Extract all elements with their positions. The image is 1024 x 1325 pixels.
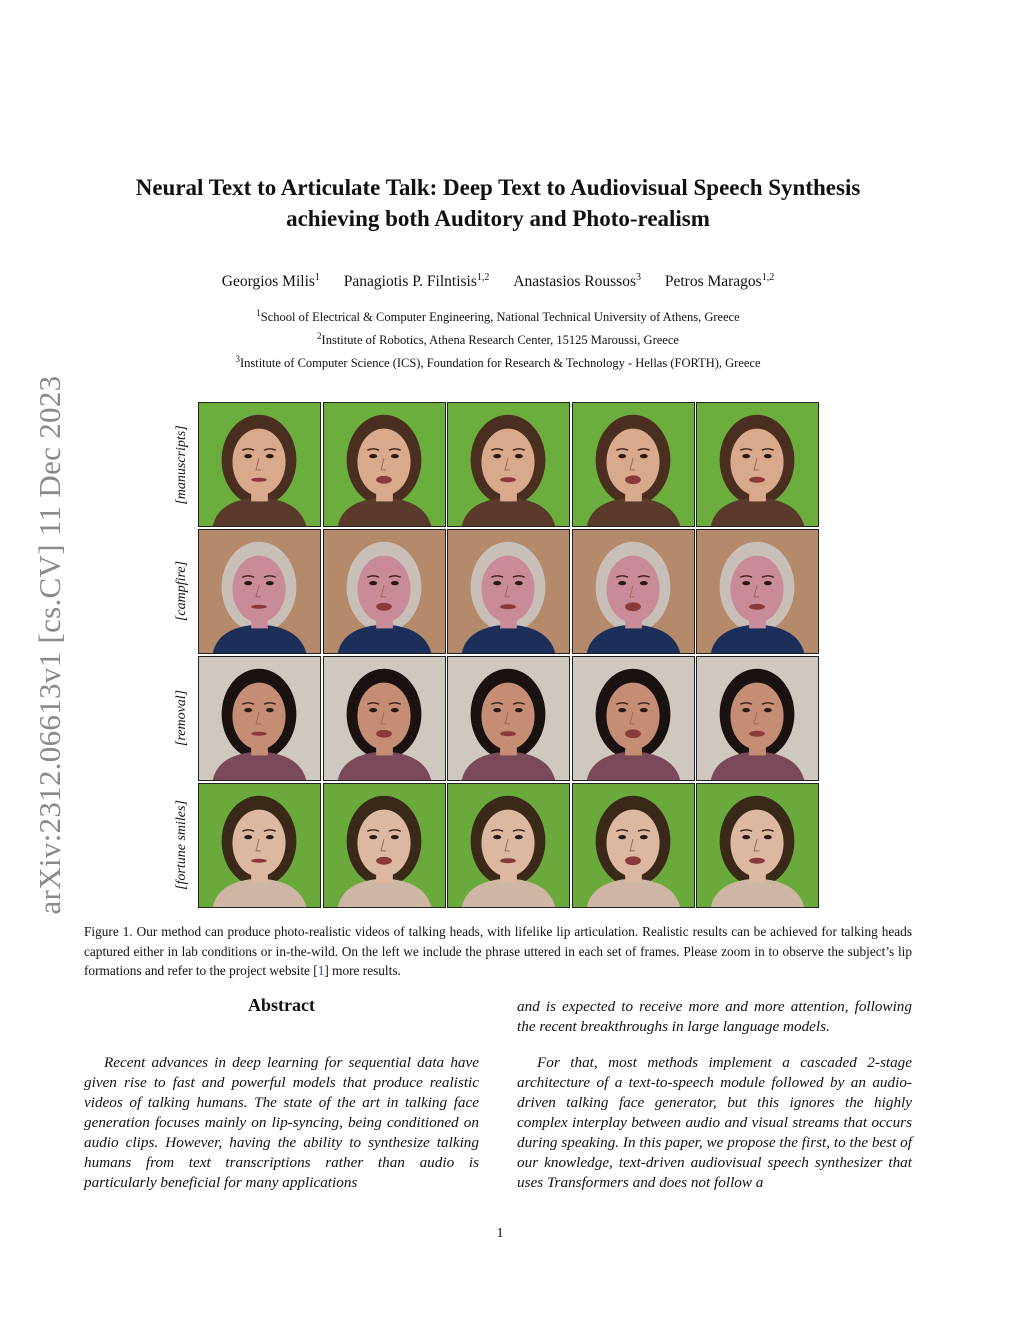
figure-row bbox=[198, 783, 821, 908]
mouth bbox=[749, 731, 765, 737]
video-frame bbox=[572, 783, 695, 908]
author: Panagiotis P. Filntisis$^{1,2}$ bbox=[343, 272, 490, 291]
right-eye bbox=[640, 581, 648, 585]
author-list bbox=[60, 272, 936, 291]
title-line-1: Neural Text to Articulate Talk: Deep Text to Audiovisual Speech Synthesis bbox=[135, 175, 861, 200]
left-eye bbox=[742, 454, 750, 458]
video-frame bbox=[323, 656, 446, 781]
mouth bbox=[251, 859, 267, 863]
face bbox=[730, 429, 783, 496]
affiliations bbox=[60, 304, 936, 373]
right-eye bbox=[640, 835, 648, 839]
mouth bbox=[251, 732, 267, 736]
left-eye bbox=[742, 708, 750, 712]
video-frame bbox=[198, 783, 321, 908]
right-eye bbox=[764, 835, 772, 839]
face bbox=[606, 556, 659, 623]
face bbox=[481, 429, 534, 496]
mouth bbox=[376, 857, 392, 865]
video-frame bbox=[447, 783, 570, 908]
mouth bbox=[625, 729, 641, 738]
figure-row bbox=[198, 656, 821, 781]
right-eye bbox=[764, 454, 772, 458]
left-eye bbox=[244, 454, 252, 458]
mouth bbox=[749, 477, 765, 483]
mouth bbox=[251, 605, 267, 609]
face bbox=[357, 429, 410, 496]
paper-title bbox=[60, 172, 936, 234]
right-eye bbox=[266, 454, 274, 458]
row-label-phrase: [campfire] bbox=[174, 560, 189, 622]
left-eye bbox=[369, 581, 377, 585]
mouth bbox=[500, 604, 516, 609]
mouth bbox=[625, 475, 641, 484]
figure-caption: Figure 1. Our method can produce photo-realistic videos of talking heads, with lifelike lip articulation. Realistic results can be achieved for talking heads captured either in lab conditions or in-the-wild. On the left we include the phrase uttered in each set of frames. Please zoom in to observe the subject’s lip formations and refer to the project website [1] more results. bbox=[84, 924, 912, 978]
figure-row bbox=[198, 529, 821, 654]
face bbox=[730, 556, 783, 623]
face bbox=[232, 683, 285, 750]
video-frame bbox=[696, 656, 819, 781]
mouth bbox=[500, 858, 516, 863]
left-eye bbox=[493, 835, 501, 839]
row-label-phrase: [manuscripts] bbox=[174, 425, 189, 505]
video-frame bbox=[696, 402, 819, 527]
author: Petros Maragos$^{1,2}$ bbox=[664, 272, 775, 291]
video-frame bbox=[447, 402, 570, 527]
right-eye bbox=[391, 454, 399, 458]
video-frame bbox=[572, 529, 695, 654]
right-eye bbox=[640, 708, 648, 712]
face bbox=[481, 683, 534, 750]
mouth bbox=[376, 603, 392, 611]
left-eye bbox=[369, 708, 377, 712]
row-label-phrase: [fortune smiles] bbox=[174, 800, 189, 890]
face bbox=[606, 683, 659, 750]
left-eye bbox=[369, 835, 377, 839]
video-frame bbox=[198, 529, 321, 654]
left-eye bbox=[493, 581, 501, 585]
face bbox=[606, 429, 659, 496]
abstract-heading: Abstract bbox=[248, 995, 315, 1015]
video-frame bbox=[696, 529, 819, 654]
video-frame bbox=[198, 402, 321, 527]
mouth bbox=[376, 476, 392, 484]
affiliation: $^2$Institute of Robotics, Athena Research Center, 15125 Maroussi, Greece bbox=[317, 331, 679, 348]
face bbox=[232, 429, 285, 496]
left-eye bbox=[369, 454, 377, 458]
page-number: 1 bbox=[496, 1226, 504, 1241]
left-eye bbox=[493, 454, 501, 458]
left-eye bbox=[742, 581, 750, 585]
mouth bbox=[500, 477, 516, 482]
right-column-paragraph-2: For that, most methods implement a cascaded 2-stage architecture of a text-to-speech module followed by an audio-driven talking face generator, but this ignores the highly complex interplay between audio and visual streams that occurs during speaking. In this paper, we propose the first, to the best of our knowledge, text-driven audiovisual speech synthesizer that uses Transformers and does not follow a bbox=[517, 1054, 912, 1191]
left-eye bbox=[244, 581, 252, 585]
left-eye bbox=[618, 708, 626, 712]
video-frame bbox=[572, 656, 695, 781]
mouth bbox=[625, 602, 641, 611]
video-frame bbox=[323, 783, 446, 908]
abstract-body bbox=[84, 1053, 479, 1193]
right-eye bbox=[391, 581, 399, 585]
face bbox=[730, 810, 783, 877]
face bbox=[357, 810, 410, 877]
figure-1-frame-grid bbox=[198, 402, 821, 908]
mouth bbox=[749, 604, 765, 610]
right-eye bbox=[391, 708, 399, 712]
right-eye bbox=[640, 454, 648, 458]
right-eye bbox=[515, 835, 523, 839]
abstract-paragraph: Recent advances in deep learning for sequential data have given rise to fast and powerful models that produce realistic videos of talking humans. The state of the art in talking face generation focuses mainly on lip-syncing, being conditioned on audio clips. However, having the ability to synthesize talking humans from text transcriptions rather than audio is particularly beneficial for many applications bbox=[84, 1054, 479, 1191]
reference-link[interactable]: 1 bbox=[317, 963, 325, 978]
left-eye bbox=[618, 581, 626, 585]
right-eye bbox=[266, 835, 274, 839]
video-frame bbox=[447, 529, 570, 654]
video-frame bbox=[447, 656, 570, 781]
left-eye bbox=[244, 708, 252, 712]
affiliation: $^3$Institute of Computer Science (ICS), Foundation for Research & Technology - Hellas (FORTH), Greece bbox=[235, 354, 761, 371]
face bbox=[481, 810, 534, 877]
face bbox=[481, 556, 534, 623]
mouth bbox=[625, 856, 641, 865]
video-frame bbox=[323, 529, 446, 654]
right-eye bbox=[515, 581, 523, 585]
left-eye bbox=[742, 835, 750, 839]
left-eye bbox=[618, 454, 626, 458]
video-frame bbox=[323, 402, 446, 527]
face bbox=[232, 556, 285, 623]
right-column-paragraph-1: and is expected to receive more and more attention, following the recent breakthroughs in large language models. bbox=[517, 998, 912, 1035]
right-eye bbox=[266, 581, 274, 585]
face bbox=[730, 683, 783, 750]
affiliation: $^1$School of Electrical & Computer Engineering, National Technical University of Athens, Greece bbox=[256, 308, 740, 325]
author: Anastasios Roussos$^3$ bbox=[513, 272, 641, 291]
video-frame bbox=[198, 656, 321, 781]
right-eye bbox=[515, 708, 523, 712]
mouth bbox=[749, 858, 765, 864]
left-eye bbox=[244, 835, 252, 839]
left-eye bbox=[493, 708, 501, 712]
face bbox=[232, 810, 285, 877]
face bbox=[606, 810, 659, 877]
figure-row bbox=[198, 402, 821, 527]
right-eye bbox=[391, 835, 399, 839]
video-frame bbox=[696, 783, 819, 908]
video-frame bbox=[572, 402, 695, 527]
mouth bbox=[251, 478, 267, 482]
right-eye bbox=[266, 708, 274, 712]
face bbox=[357, 556, 410, 623]
face bbox=[357, 683, 410, 750]
row-label-phrase: [removal] bbox=[174, 689, 189, 747]
right-eye bbox=[515, 454, 523, 458]
author: Georgios Milis$^1$ bbox=[221, 272, 320, 291]
right-eye bbox=[764, 581, 772, 585]
arxiv-identifier-stamp: arXiv:2312.06613v1 [cs.CV] 11 Dec 2023 bbox=[32, 375, 67, 915]
mouth bbox=[500, 731, 516, 736]
left-eye bbox=[618, 835, 626, 839]
right-eye bbox=[764, 708, 772, 712]
title-line-2: achieving both Auditory and Photo-realism bbox=[286, 206, 710, 231]
mouth bbox=[376, 730, 392, 738]
